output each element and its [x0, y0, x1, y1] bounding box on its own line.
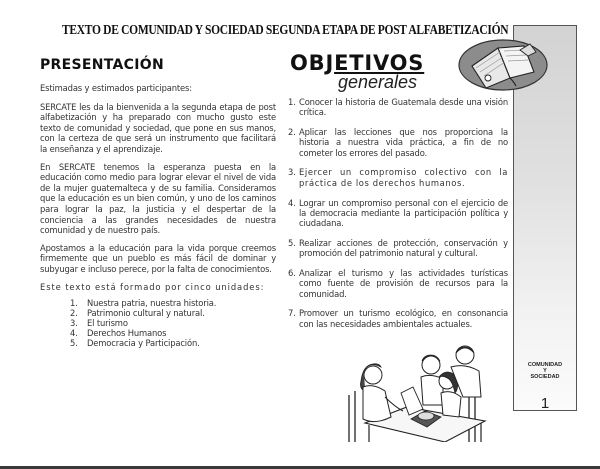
objective-text: Conocer la historia de Guatemala desde una visión crítica.	[299, 97, 508, 118]
objectives-section	[288, 52, 508, 339]
side-label-line: COMUNIDAD	[527, 362, 563, 368]
list-item-label: Derechos Humanos	[87, 327, 167, 338]
objectives-heading-plain: OBJ	[290, 51, 335, 75]
list-item-label: Nuestra patria, nuestra historia.	[87, 298, 217, 309]
objectives-list	[288, 97, 508, 329]
objective-number: 1.	[288, 97, 296, 107]
objective-item	[288, 167, 508, 188]
objectives-subtitle: generales	[338, 72, 418, 92]
objective-number: 5.	[288, 237, 296, 248]
objective-item	[288, 308, 508, 329]
list-item-label: Patrimonio cultural y natural.	[87, 308, 205, 318]
greeting: Estimadas y estimados participantes:	[40, 83, 192, 93]
units-intro: Este texto está formado por cinco unidades:	[40, 281, 265, 292]
family-at-table-illustration	[345, 345, 495, 442]
objective-item	[288, 97, 508, 118]
objective-number: 7.	[288, 308, 296, 319]
objective-text: Aplicar las lecciones que nos proporciona la historia a nuestra vida práctica, a fin de no cometer los errores del pasado.	[299, 127, 508, 158]
presentation-paragraph: Apostamos a la educación para la vida porque creemos firmemente que un pueblo es más fácil de dominar y subyugar e incluso perece, por la falta de conocimientos.	[40, 242, 276, 274]
side-label-line: SOCIEDAD	[530, 374, 560, 380]
list-item-number: 2.	[70, 308, 78, 318]
presentation-heading: PRESENTACIÓN	[40, 57, 164, 73]
objective-number: 3.	[288, 167, 296, 178]
objective-item	[288, 268, 508, 299]
page-number: 1	[540, 395, 550, 412]
side-label-line: Y	[543, 368, 547, 374]
objective-text: Ejercer un compromiso colectivo con la práctica de los derechos humanos.	[299, 167, 508, 188]
objective-text: Realizar acciones de protección, conservación y promoción del patrimonio natural y cultural.	[299, 237, 508, 259]
objectives-heading-underlined: ETIVOS	[334, 51, 425, 75]
objective-item	[288, 238, 508, 259]
objectives-heading	[290, 52, 508, 74]
side-panel-label	[514, 362, 576, 380]
list-item-number: 5.	[70, 337, 78, 348]
list-item-number: 4.	[70, 327, 78, 338]
presentation-section	[40, 57, 276, 349]
objective-item	[288, 127, 508, 158]
objective-text: Analizar el turismo y las actividades turísticas como fuente de provisión de recursos para la comunidad.	[299, 268, 508, 299]
units-list	[40, 299, 276, 349]
objective-text: Promover un turismo ecológico, en consonancia con las necesidades ambientales actuales.	[299, 308, 508, 329]
presentation-paragraph: En SERCATE tenemos la esperanza puesta en la educación como medio para lograr elevar el nivel de vida de la mujer guatemalteca y de su familia. Consideramos que la educación es un bien común, y uno de los caminos para lograr la paz, la justicia y el despertar de la conciencia a las grandes necesidades de nuestra comunidad y de nuestro país.	[40, 161, 276, 236]
objective-text: Lograr un compromiso personal con el ejercicio de la democracia mediante la participación política y ciudadana.	[299, 197, 508, 229]
objective-number: 2.	[288, 127, 296, 138]
objective-item	[288, 198, 508, 229]
document-title: TEXTO DE COMUNIDAD Y SOCIEDAD SEGUNDA ETAPA DE POST ALFABETIZACIÓN	[62, 22, 509, 37]
list-item-number: 3.	[70, 317, 78, 328]
list-item-label: El turismo	[87, 317, 128, 328]
objective-number: 6.	[288, 268, 296, 279]
list-item-number: 1.	[70, 298, 78, 309]
objective-number: 4.	[288, 197, 296, 208]
presentation-paragraph: SERCATE les da la bienvenida a la segunda etapa de post alfabetización y ha preparado con mucho gusto este texto de comunidad y sociedad, que pone en sus manos, con la certeza de que será un instrumento que facilitará la enseñanza y el aprendizaje.	[40, 101, 276, 154]
list-item-label: Democracia y Participación.	[87, 337, 200, 348]
list-item	[70, 339, 276, 349]
